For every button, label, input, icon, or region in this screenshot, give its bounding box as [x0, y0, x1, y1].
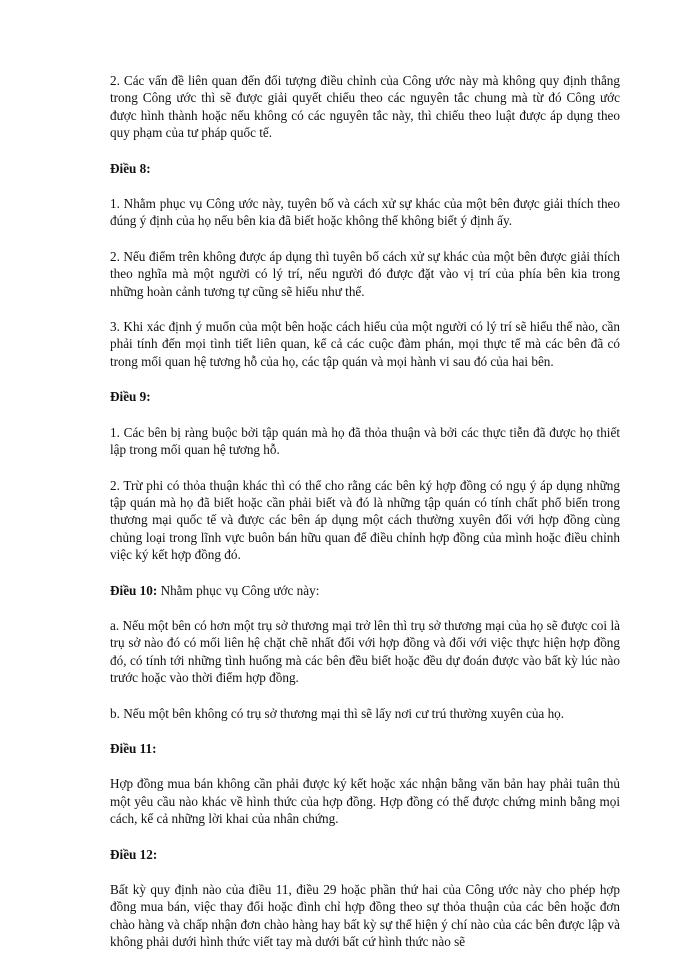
paragraph-article9-clause2: 2. Trừ phi có thỏa thuận khác thì có thể cho rằng các bên ký hợp đồng có ngụ ý áp dụng những tập quán mà họ đã biết hoặc cần phải biết và đó là những tập quán có tính chất phổ biến trong thương mại quốc tế và được các bên áp dụng một cách thường xuyên đối với hợp đồng cùng chủng loại trong lĩnh vực buôn bán hữu quan để điều chỉnh hợp đồng của mình hoặc điều chỉnh việc ký kết hợp đồng đó. — [110, 477, 620, 563]
paragraph-article8-clause3: 3. Khi xác định ý muốn của một bên hoặc cách hiểu của một người có lý trí sẽ hiểu thế nào, cần phải tính đến mọi tình tiết liên quan, kể cả các cuộc đàm phán, mọi thực tế mà các bên đã có trong mối quan hệ tương hỗ của họ, các tập quán và mọi hành vi sau đó của hai bên. — [110, 319, 620, 369]
heading-article12: Điều 12: — [110, 846, 158, 862]
article10-intro-text: Nhằm phục vụ Công ước này: — [157, 582, 320, 598]
paragraph-article10-b: b. Nếu một bên không có trụ sở thương mại thì sẽ lấy nơi cư trú thường xuyên của họ. — [110, 705, 565, 721]
paragraph-article10-a: a. Nếu một bên có hơn một trụ sở thương mại trở lên thì trụ sở thương mại của họ sẽ được coi là trụ sở nào đó có mối liên hệ chặt chẽ nhất đối với hợp đồng và đối với việc thực hiện hợp đồng đó, có tính tới những tình huống mà các bên đều biết hoặc đều dự đoán được vào bất kỳ lúc nào trước hoặc vào thời điểm hợp đồng. — [110, 617, 620, 686]
heading-article10: Điều 10: — [110, 582, 158, 598]
paragraph-article11: Hợp đồng mua bán không cần phải được ký kết hoặc xác nhận bằng văn bản hay phải tuân thủ một yêu cầu nào khác về hình thức của hợp đồng. Hợp đồng có thể được chứng minh bằng mọi cách, kể cả những lời khai của nhân chứng. — [110, 776, 620, 827]
paragraph-article8-clause1: 1. Nhằm phục vụ Công ước này, tuyên bố và cách xử sự khác của một bên được giải thích theo đúng ý định của họ nếu bên kia đã biết hoặc không thể không biết ý định ấy. — [110, 196, 620, 229]
paragraph-article12: Bất kỳ quy định nào của điều 11, điều 29 hoặc phần thứ hai của Công ước này cho phép hợp đồng mua bán, việc thay đổi hoặc đình chỉ hợp đồng theo sự thỏa thuận của các bên hoặc đơn chào hàng và chấp nhận đơn chào hàng hay bất kỳ sự thể hiện ý chí nào của các bên được lập và không phải dưới hình thức viết tay mà dưới bất cứ hình thức nào sẽ — [110, 882, 620, 950]
heading-article8: Điều 8: — [110, 160, 151, 176]
paragraph-article10-intro — [110, 582, 620, 599]
heading-article11: Điều 11: — [110, 740, 157, 756]
heading-article9: Điều 9: — [110, 389, 151, 405]
paragraph-article8-clause2: 2. Nếu điểm trên không được áp dụng thì tuyên bố cách xử sự khác của một bên được giải thích theo nghĩa mà một người có lý trí, nếu người đó được đặt vào vị trí của phía bên kia trong những hoàn cảnh tương tự cũng sẽ hiểu như thế. — [110, 248, 620, 299]
paragraph-article7-clause2: 2. Các vấn đề liên quan đến đối tượng điều chỉnh của Công ước này mà không quy định thẳng trong Công ước thì sẽ được giải quyết chiếu theo các nguyên tắc chung mà từ đó Công ước được hình thành hoặc nếu không có các nguyên tắc này, thì chiếu theo luật được áp dụng theo quy phạm của tư pháp quốc tế. — [110, 73, 620, 141]
paragraph-article9-clause1: 1. Các bên bị ràng buộc bởi tập quán mà họ đã thỏa thuận và bởi các thực tiễn đã được họ thiết lập trong mối quan hệ tương hỗ. — [110, 424, 620, 458]
